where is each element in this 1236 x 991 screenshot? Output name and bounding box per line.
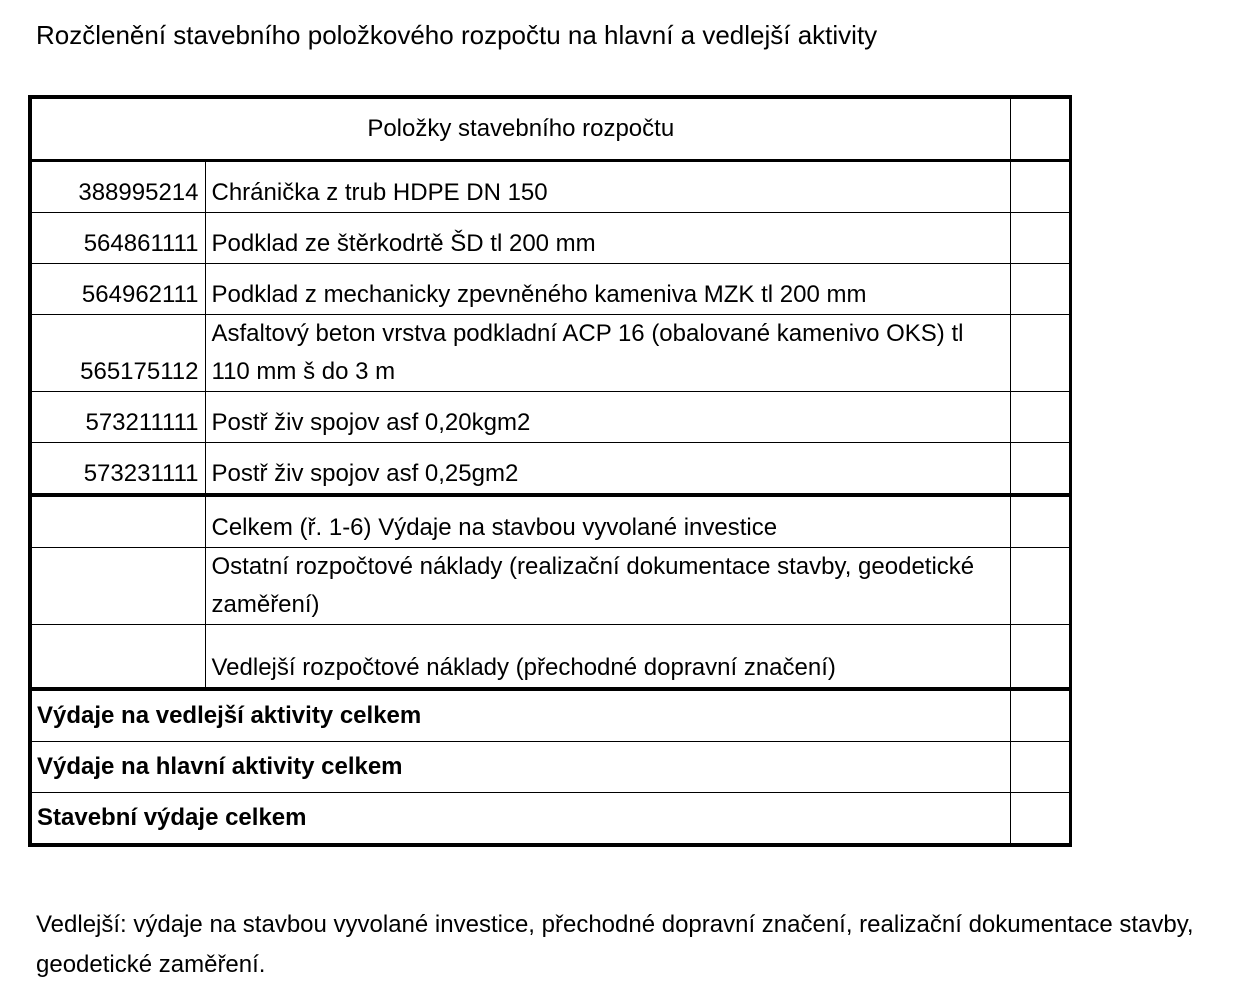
item-description-text: Ostatní rozpočtové náklady (realizační dokumentace stavby, geodetické zaměření) <box>211 553 975 618</box>
item-description: Podklad ze štěrkodrtě ŠD tl 200 mm <box>205 213 1010 264</box>
item-value <box>1010 495 1070 548</box>
item-value <box>1010 625 1070 690</box>
item-description: Postř živ spojov asf 0,20kgm2 <box>205 392 1010 443</box>
item-value <box>1010 548 1070 625</box>
table-row <box>30 315 1070 392</box>
table-header-row <box>30 97 1070 161</box>
total-value <box>1010 742 1070 793</box>
item-description-text: Asfaltový beton vrstva podkladní ACP 16 (obalované kamenivo OKS) tl 110 mm š do 3 m <box>211 320 964 385</box>
item-description: Chránička z trub HDPE DN 150 <box>205 161 1010 213</box>
table-row <box>30 213 1070 264</box>
item-code: 388995214 <box>30 161 205 213</box>
item-value <box>1010 315 1070 392</box>
table-row <box>30 392 1070 443</box>
item-code: 573211111 <box>30 392 205 443</box>
item-description <box>205 315 1010 392</box>
page-title: Rozčlenění stavebního položkového rozpočtu na hlavní a vedlejší aktivity <box>36 20 878 50</box>
total-value <box>1010 793 1070 846</box>
table-row <box>30 443 1070 496</box>
item-description: Celkem (ř. 1-6) Výdaje na stavbou vyvolané investice <box>205 495 1010 548</box>
table-header-value-cell <box>1010 97 1070 161</box>
total-label: Výdaje na vedlejší aktivity celkem <box>30 689 1010 742</box>
item-description: Postř živ spojov asf 0,25gm2 <box>205 443 1010 496</box>
item-description: Podklad z mechanicky zpevněného kameniva MZK tl 200 mm <box>205 264 1010 315</box>
table-row <box>30 495 1070 548</box>
item-value <box>1010 264 1070 315</box>
item-code <box>30 548 205 625</box>
item-code <box>30 625 205 690</box>
item-code <box>30 495 205 548</box>
total-row <box>30 689 1070 742</box>
table-row <box>30 264 1070 315</box>
table-header: Položky stavebního rozpočtu <box>30 97 1010 161</box>
item-description <box>205 548 1010 625</box>
budget-table <box>28 95 1072 847</box>
item-value <box>1010 161 1070 213</box>
item-code: 573231111 <box>30 443 205 496</box>
total-row <box>30 742 1070 793</box>
footnote: Vedlejší: výdaje na stavbou vyvolané investice, přechodné dopravní značení, realizační dokumentace stavby, geodetické zaměření. <box>36 911 1194 978</box>
item-code: 564962111 <box>30 264 205 315</box>
item-value <box>1010 392 1070 443</box>
total-row <box>30 793 1070 846</box>
item-value <box>1010 213 1070 264</box>
total-label: Výdaje na hlavní aktivity celkem <box>30 742 1010 793</box>
table-row <box>30 625 1070 690</box>
item-value <box>1010 443 1070 496</box>
item-code: 564861111 <box>30 213 205 264</box>
table-row <box>30 548 1070 625</box>
item-description: Vedlejší rozpočtové náklady (přechodné dopravní značení) <box>205 625 1010 690</box>
total-label: Stavební výdaje celkem <box>30 793 1010 846</box>
table-row <box>30 161 1070 213</box>
total-value <box>1010 689 1070 742</box>
item-code: 565175112 <box>30 315 205 392</box>
